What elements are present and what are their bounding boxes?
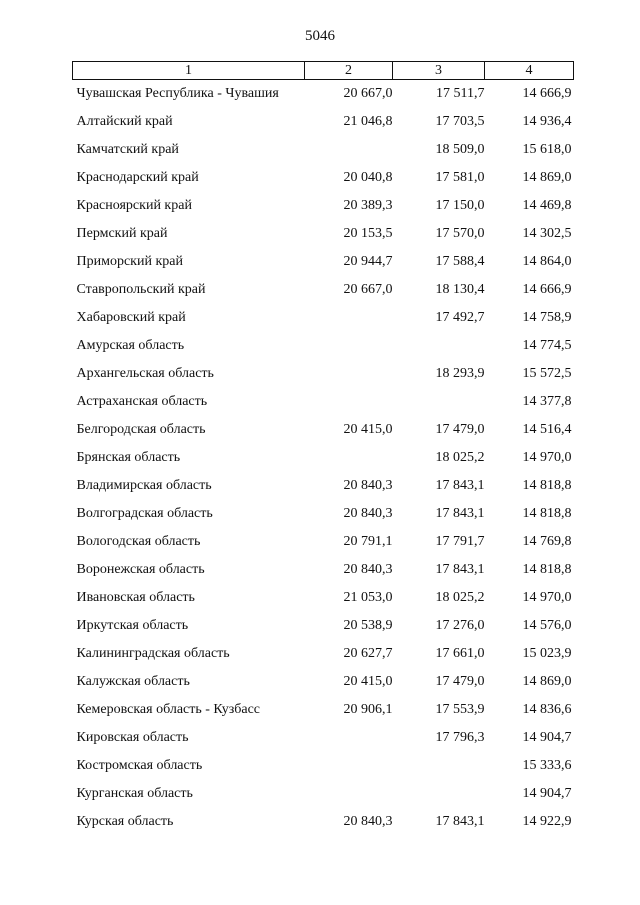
- value-col-3: 17 703,5: [435, 114, 485, 129]
- region-name: Кировская область: [76, 730, 189, 745]
- value-col-3: 17 843,1: [435, 506, 485, 521]
- table-header: [73, 62, 574, 80]
- value-col-4: 14 904,7: [522, 786, 572, 801]
- table-row: [73, 108, 574, 136]
- value-col-4: 14 774,5: [522, 338, 572, 353]
- value-col-2: [305, 304, 393, 332]
- region-name: Хабаровский край: [76, 310, 186, 325]
- table-row: [73, 332, 574, 360]
- value-col-3: 17 276,0: [435, 618, 485, 633]
- region-name: Брянская область: [76, 450, 181, 465]
- region-name: Ставропольский край: [76, 282, 206, 297]
- value-col-2: [305, 332, 393, 360]
- region-name: Алтайский край: [76, 114, 173, 129]
- table-row: [73, 164, 574, 192]
- value-col-2: [305, 724, 393, 752]
- value-col-4: 14 818,8: [522, 478, 572, 493]
- value-col-3: 17 150,0: [435, 198, 485, 213]
- region-name: Костромская область: [76, 758, 203, 773]
- header-col-4: 4: [485, 62, 574, 80]
- value-col-2: 20 840,3: [343, 478, 393, 493]
- region-name: Вологодская область: [76, 534, 201, 549]
- table-row: [73, 612, 574, 640]
- table-row: [73, 80, 574, 109]
- region-name: Курская область: [76, 814, 174, 829]
- value-col-4: 14 864,0: [522, 254, 572, 269]
- region-name: Амурская область: [76, 338, 185, 353]
- value-col-2: 20 944,7: [343, 254, 393, 269]
- value-col-2: 20 627,7: [343, 646, 393, 661]
- value-col-2: 20 791,1: [343, 534, 393, 549]
- header-col-2: 2: [305, 62, 393, 80]
- table-row: [73, 388, 574, 416]
- value-col-4: 14 666,9: [522, 282, 572, 297]
- value-col-3: 17 791,7: [435, 534, 485, 549]
- value-col-4: 15 023,9: [522, 646, 572, 661]
- value-col-3: 18 293,9: [435, 366, 485, 381]
- value-col-2: 20 840,3: [343, 814, 393, 829]
- table-row: [73, 444, 574, 472]
- value-col-2: [305, 780, 393, 808]
- value-col-2: 21 053,0: [343, 590, 393, 605]
- table-row: [73, 752, 574, 780]
- region-name: Краснодарский край: [76, 170, 199, 185]
- region-name: Владимирская область: [76, 478, 212, 493]
- value-col-2: [305, 360, 393, 388]
- value-col-2: 21 046,8: [343, 114, 393, 129]
- value-col-4: 14 869,0: [522, 674, 572, 689]
- value-col-3: 18 025,2: [435, 450, 485, 465]
- region-name: Калужская область: [76, 674, 190, 689]
- value-col-4: 14 377,8: [522, 394, 572, 409]
- table-row: [73, 724, 574, 752]
- region-name: Чувашская Республика - Чувашия: [76, 86, 279, 101]
- page-number: 5046: [305, 28, 335, 44]
- value-col-2: 20 667,0: [343, 86, 393, 101]
- value-col-3: 17 581,0: [435, 170, 485, 185]
- value-col-4: 14 516,4: [522, 422, 572, 437]
- table-row: [73, 360, 574, 388]
- value-col-3: 17 843,1: [435, 562, 485, 577]
- value-col-2: 20 840,3: [343, 506, 393, 521]
- value-col-3: 17 843,1: [435, 478, 485, 493]
- region-name: Астраханская область: [76, 394, 208, 409]
- value-col-3: 18 130,4: [435, 282, 485, 297]
- region-name: Архангельская область: [76, 366, 214, 381]
- table-row: [73, 136, 574, 164]
- region-name: Воронежская область: [76, 562, 205, 577]
- value-col-3: 17 479,0: [435, 422, 485, 437]
- table-row: [73, 220, 574, 248]
- value-col-3: 17 511,7: [436, 86, 485, 101]
- value-col-2: [305, 136, 393, 164]
- value-col-2: [305, 444, 393, 472]
- value-col-2: 20 153,5: [343, 226, 393, 241]
- value-col-4: 14 769,8: [522, 534, 572, 549]
- value-col-4: 15 572,5: [522, 366, 572, 381]
- value-col-4: 14 869,0: [522, 170, 572, 185]
- table-row: [73, 304, 574, 332]
- table-row: [73, 640, 574, 668]
- value-col-4: 14 904,7: [522, 730, 572, 745]
- region-name: Курганская область: [76, 786, 193, 801]
- table-body: [73, 80, 574, 837]
- value-col-3: [393, 752, 485, 780]
- table-row: [73, 808, 574, 836]
- header-row: [73, 62, 574, 80]
- value-col-3: 17 588,4: [435, 254, 485, 269]
- region-name: Волгоградская область: [76, 506, 213, 521]
- value-col-4: 14 576,0: [522, 618, 572, 633]
- value-col-2: 20 415,0: [343, 422, 393, 437]
- region-name: Красноярский край: [76, 198, 192, 213]
- value-col-3: 17 570,0: [435, 226, 485, 241]
- value-col-2: 20 415,0: [343, 674, 393, 689]
- table-row: [73, 528, 574, 556]
- region-name: Ивановская область: [76, 590, 195, 605]
- value-col-3: 17 479,0: [435, 674, 485, 689]
- value-col-4: 15 333,6: [522, 758, 572, 773]
- table-row: [73, 276, 574, 304]
- value-col-4: 14 818,8: [522, 562, 572, 577]
- value-col-4: 14 469,8: [522, 198, 572, 213]
- value-col-4: 14 758,9: [522, 310, 572, 325]
- table-row: [73, 668, 574, 696]
- regions-table: [72, 61, 574, 836]
- region-name: Кемеровская область - Кузбасс: [76, 702, 261, 717]
- value-col-4: 14 302,5: [522, 226, 572, 241]
- value-col-3: [393, 780, 485, 808]
- value-col-2: 20 040,8: [343, 170, 393, 185]
- table-row: [73, 584, 574, 612]
- table-row: [73, 472, 574, 500]
- table-row: [73, 556, 574, 584]
- value-col-3: [393, 332, 485, 360]
- region-name: Белгородская область: [76, 422, 206, 437]
- value-col-3: 17 661,0: [435, 646, 485, 661]
- table-row: [73, 780, 574, 808]
- value-col-3: 17 843,1: [435, 814, 485, 829]
- value-col-3: 17 553,9: [435, 702, 485, 717]
- table-row: [73, 248, 574, 276]
- value-col-3: 18 025,2: [435, 590, 485, 605]
- value-col-2: 20 906,1: [343, 702, 393, 717]
- value-col-2: 20 538,9: [343, 618, 393, 633]
- value-col-2: [305, 752, 393, 780]
- value-col-2: 20 840,3: [343, 562, 393, 577]
- value-col-4: 14 970,0: [522, 590, 572, 605]
- value-col-3: [393, 388, 485, 416]
- region-name: Приморский край: [76, 254, 183, 269]
- value-col-2: [305, 388, 393, 416]
- value-col-4: 15 618,0: [522, 142, 572, 157]
- value-col-2: 20 667,0: [343, 282, 393, 297]
- header-col-1: 1: [73, 62, 305, 80]
- value-col-4: 14 936,4: [522, 114, 572, 129]
- value-col-4: 14 970,0: [522, 450, 572, 465]
- region-name: Камчатский край: [76, 142, 179, 157]
- value-col-4: 14 818,8: [522, 506, 572, 521]
- region-name: Калининградская область: [76, 646, 230, 661]
- table-row: [73, 500, 574, 528]
- region-name: Иркутская область: [76, 618, 189, 633]
- region-name: Пермский край: [76, 226, 168, 241]
- value-col-2: 20 389,3: [343, 198, 393, 213]
- table-row: [73, 696, 574, 724]
- value-col-3: 18 509,0: [435, 142, 485, 157]
- value-col-4: 14 922,9: [522, 814, 572, 829]
- value-col-3: 17 492,7: [435, 310, 485, 325]
- table-row: [73, 416, 574, 444]
- value-col-3: 17 796,3: [435, 730, 485, 745]
- table-row: [73, 192, 574, 220]
- value-col-4: 14 836,6: [522, 702, 572, 717]
- header-col-3: 3: [393, 62, 485, 80]
- value-col-4: 14 666,9: [522, 86, 572, 101]
